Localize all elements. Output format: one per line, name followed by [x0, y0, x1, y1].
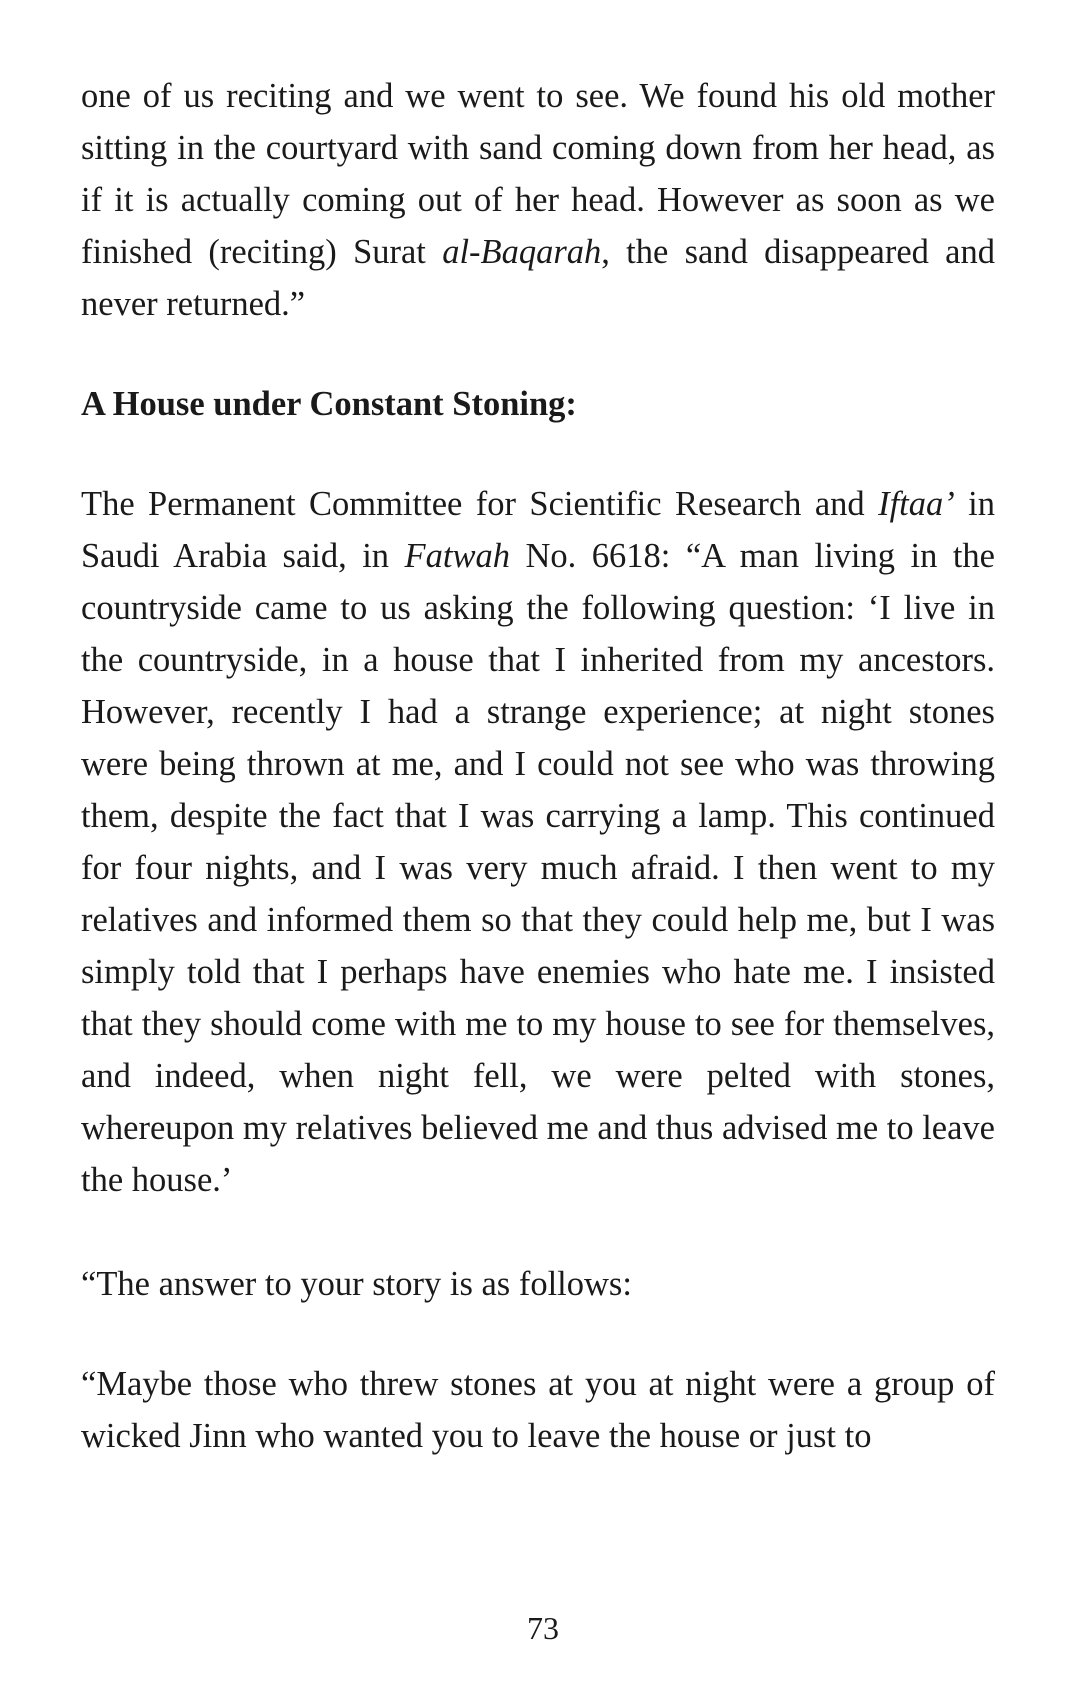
para1-text-c: , the sand disappeared and never returned.”	[81, 233, 995, 323]
para1-text-a: one of us reciting and we went to see. We found his old mother sitting in the courtyard with sand coming down from her head, as if it is actually coming out of her head. However as soon as we finished (reciting) Surat	[81, 77, 995, 271]
paragraph-fatwah	[81, 478, 995, 1206]
section-heading: A House under Constant Stoning:	[81, 385, 577, 423]
para2-text-a: The Permanent Committee for Scientific Research and	[81, 485, 879, 523]
paragraph-sand-story	[81, 70, 995, 330]
paragraph-answer-intro: “The answer to your story is as follows:	[81, 1265, 632, 1303]
para2-italic-iftaa: Iftaa’	[878, 485, 955, 523]
page-body	[81, 70, 995, 1462]
para2-text-c: in Saudi Arabia said, in	[81, 485, 995, 575]
para1-italic-surah: al-Baqarah	[442, 233, 602, 271]
paragraph-answer: “Maybe those who threw stones at you at night were a group of wicked Jinn who wanted you to leave the house or just to	[81, 1365, 995, 1455]
page-number: 73	[527, 1610, 559, 1646]
para2-italic-fatwah: Fatwah	[404, 537, 510, 575]
para2-text-e: No. 6618: “A man living in the countryside came to us asking the following question: ‘I live in the countryside, in a house that I inherited from my ancestors. However, recently I had a strange experience; at night stones were being thrown at me, and I could not see who was throwing them, despite the fact that I was carrying a lamp. This continued for four nights, and I was very much afraid. I then went to my relatives and informed them so that they could help me, but I was simply told that I perhaps have enemies who hate me. I insisted that they should come with me to my house to see for themselves, and indeed, when night fell, we were pelted with stones, whereupon my relatives believed me and thus advised me to leave the house.’	[81, 537, 995, 1199]
